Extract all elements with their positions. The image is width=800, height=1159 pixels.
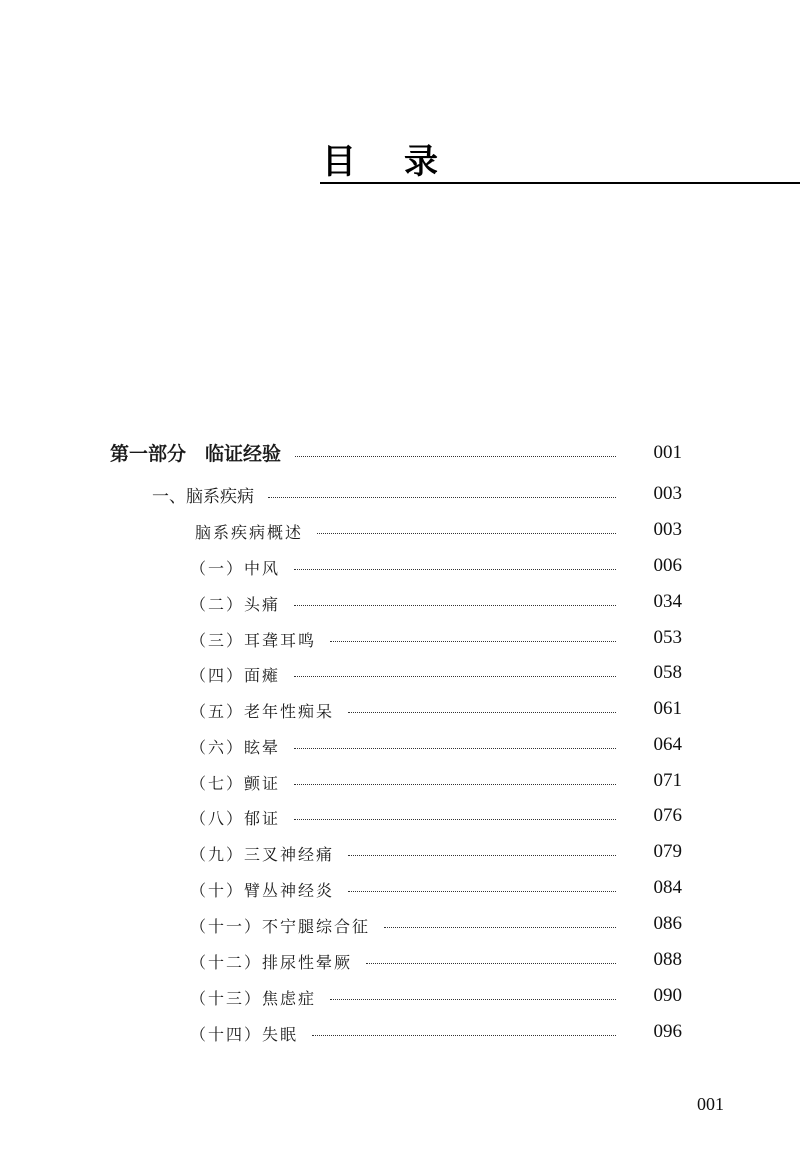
toc-entry[interactable] <box>190 835 682 865</box>
toc-entry-section1[interactable] <box>152 477 682 507</box>
dot-leader <box>294 605 616 606</box>
dot-leader <box>294 819 616 820</box>
toc-entry[interactable] <box>190 549 682 579</box>
toc-entry[interactable] <box>190 728 682 758</box>
toc-entry-label: 脑系疾病概述 <box>195 523 304 542</box>
dot-leader <box>268 497 616 498</box>
dot-leader <box>348 712 616 713</box>
toc-entry[interactable] <box>190 621 682 651</box>
dot-leader <box>317 533 616 534</box>
toc-entry-label: （四）面瘫 <box>190 666 281 685</box>
toc-entry-page: 084 <box>653 877 682 898</box>
toc-entry-label: （十二）排尿性晕厥 <box>190 953 353 972</box>
dot-leader <box>330 999 616 1000</box>
dot-leader <box>348 891 616 892</box>
toc-entry-part1[interactable] <box>110 436 682 466</box>
toc-entry-page: 061 <box>653 698 682 719</box>
toc-entry-page: 086 <box>653 913 682 934</box>
title-char-2: 录 <box>404 142 438 182</box>
toc-entry-overview[interactable] <box>195 513 682 543</box>
toc-entry-page: 096 <box>653 1021 682 1042</box>
toc-entry-label: （十）臂丛神经炎 <box>190 881 335 900</box>
toc-entry-label: （六）眩晕 <box>190 738 281 757</box>
dot-leader <box>294 784 616 785</box>
toc-entry-page: 003 <box>653 483 682 504</box>
toc-entry-page: 079 <box>653 841 682 862</box>
dot-leader <box>294 569 616 570</box>
toc-entry[interactable] <box>190 907 682 937</box>
dot-leader <box>366 963 616 964</box>
toc-entry-label: （七）颤证 <box>190 774 281 793</box>
toc-entry[interactable] <box>190 799 682 829</box>
dot-leader <box>295 456 616 457</box>
toc-entry-label: （三）耳聋耳鸣 <box>190 631 317 650</box>
toc-entry-label: （一）中风 <box>190 559 281 578</box>
toc-entry[interactable] <box>190 1015 682 1045</box>
toc-entry-label: 第一部分 临证经验 <box>110 443 282 465</box>
toc-entry-page: 053 <box>653 627 682 648</box>
dot-leader <box>294 676 616 677</box>
toc-entry-page: 090 <box>653 985 682 1006</box>
dot-leader <box>330 641 616 642</box>
toc-entry[interactable] <box>190 692 682 722</box>
dot-leader <box>294 748 616 749</box>
title-char-1: 目 <box>322 142 356 182</box>
toc-entry[interactable] <box>190 585 682 615</box>
dot-leader <box>312 1035 616 1036</box>
toc-entry[interactable] <box>190 979 682 1009</box>
toc-entry-page: 058 <box>653 662 682 683</box>
toc-entry-page: 064 <box>653 734 682 755</box>
toc-entry-label: （十四）失眠 <box>190 1025 299 1044</box>
page-number: 001 <box>697 1094 724 1114</box>
toc-entry-page: 071 <box>653 770 682 791</box>
toc-entry-label: （五）老年性痴呆 <box>190 702 335 721</box>
dot-leader <box>348 855 616 856</box>
toc-entry[interactable] <box>190 764 682 794</box>
toc-entry[interactable] <box>190 871 682 901</box>
toc-entry[interactable] <box>190 943 682 973</box>
toc-entry-page: 034 <box>653 591 682 612</box>
toc-entry-page: 076 <box>653 805 682 826</box>
toc-entry-label: （八）郁证 <box>190 809 281 828</box>
toc-entry-label: （九）三叉神经痛 <box>190 845 335 864</box>
toc-entry-label: （二）头痛 <box>190 595 281 614</box>
toc-entry-page: 006 <box>653 555 682 576</box>
dot-leader <box>384 927 616 928</box>
toc-entry-label: （十三）焦虑症 <box>190 989 317 1008</box>
toc-entry-page: 001 <box>653 442 682 463</box>
page-title <box>322 140 438 184</box>
toc-entry[interactable] <box>190 656 682 686</box>
toc-entry-label: （十一）不宁腿综合征 <box>190 917 371 936</box>
toc-entry-page: 003 <box>653 519 682 540</box>
toc-entry-page: 088 <box>653 949 682 970</box>
title-rule <box>320 182 800 184</box>
toc-entry-label: 一、脑系疾病 <box>152 487 254 507</box>
